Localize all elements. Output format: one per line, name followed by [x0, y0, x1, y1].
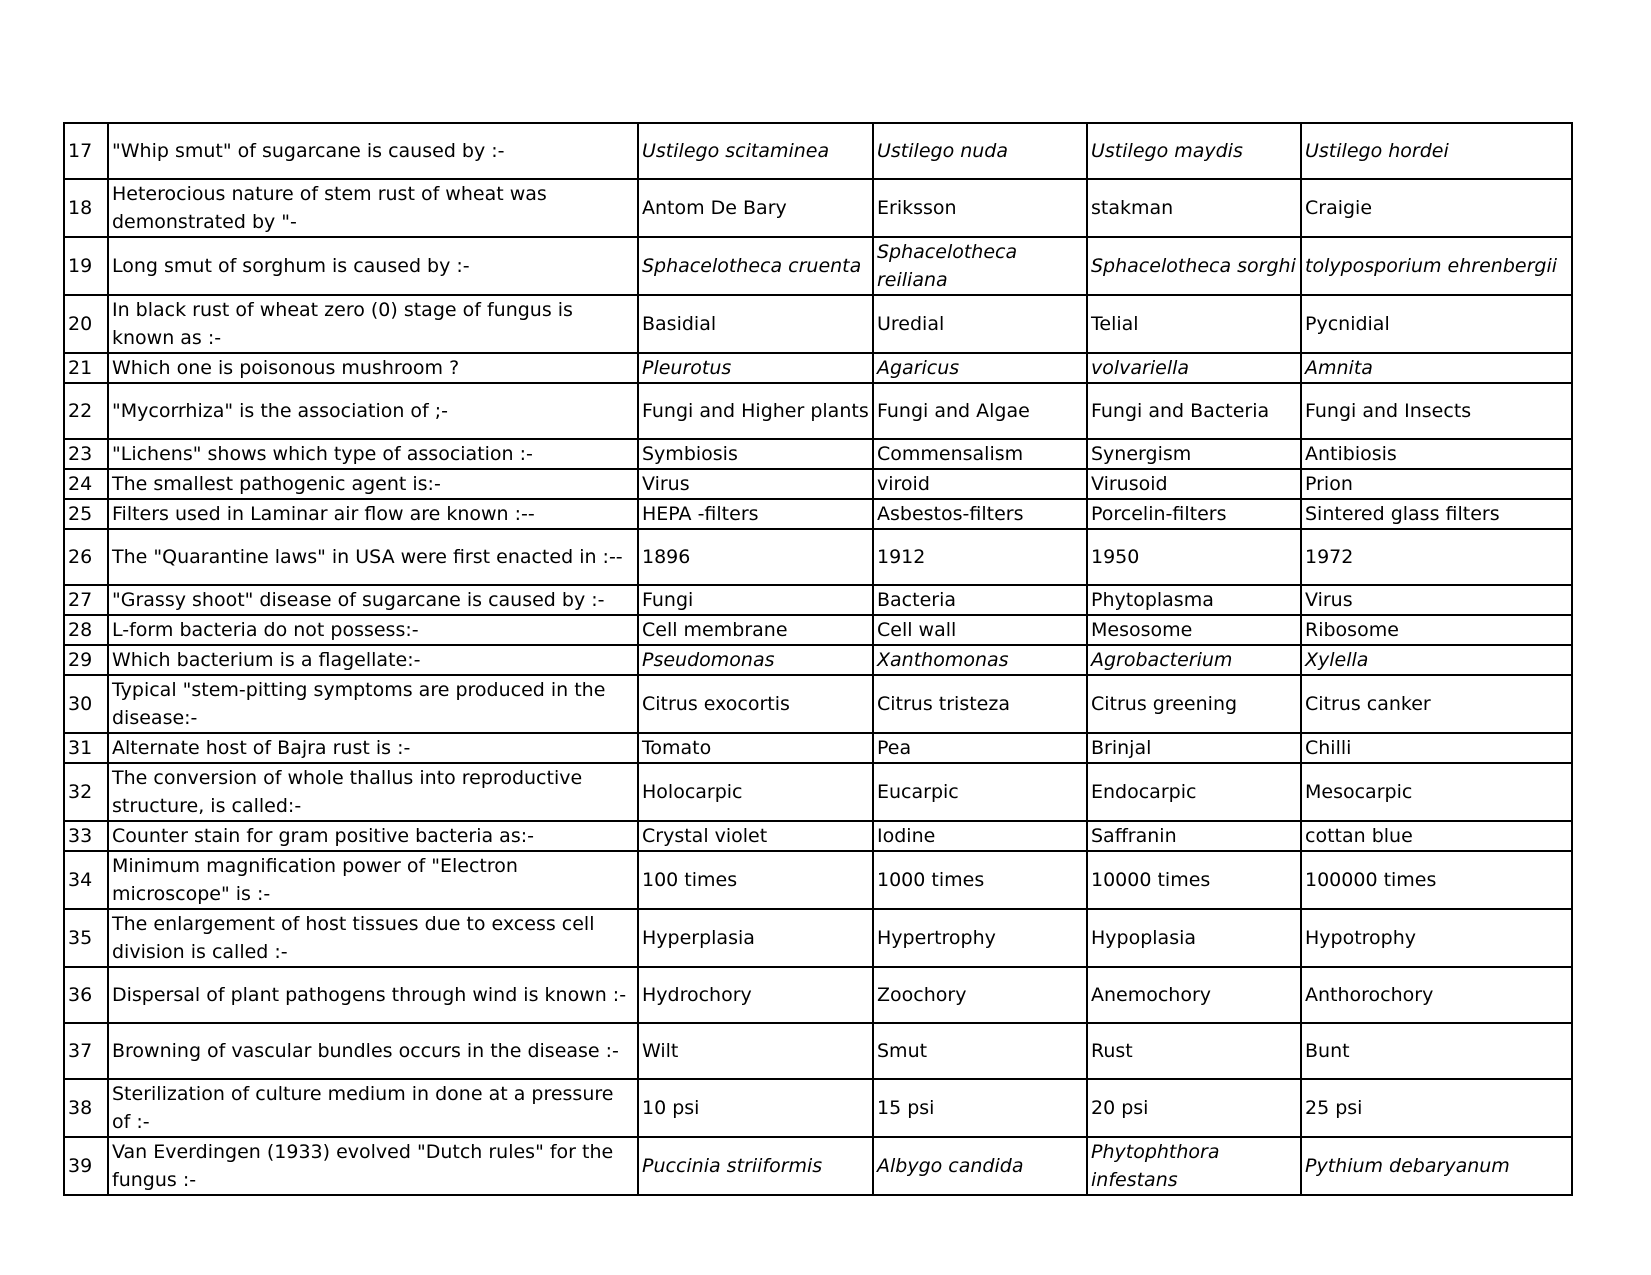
question-text: The smallest pathogenic agent is:- — [108, 469, 638, 499]
question-row — [64, 1023, 1572, 1079]
option-b: 1912 — [873, 529, 1087, 585]
option-c: Anemochory — [1087, 967, 1301, 1023]
option-b: Eucarpic — [873, 763, 1087, 821]
option-a: Pseudomonas — [638, 645, 873, 675]
option-c: Virusoid — [1087, 469, 1301, 499]
question-text: Typical "stem-pitting symptoms are produced in the disease:- — [108, 675, 638, 733]
question-text: Sterilization of culture medium in done at a pressure of :- — [108, 1079, 638, 1137]
question-row — [64, 675, 1572, 733]
option-b: Sphacelotheca reiliana — [873, 237, 1087, 295]
option-d: cottan blue — [1301, 821, 1572, 851]
option-c: Phytoplasma — [1087, 585, 1301, 615]
question-text: "Mycorrhiza" is the association of ;- — [108, 383, 638, 439]
option-a: Fungi — [638, 585, 873, 615]
question-text: The "Quarantine laws" in USA were first enacted in :-- — [108, 529, 638, 585]
option-a: Sphacelotheca cruenta — [638, 237, 873, 295]
question-text: The enlargement of host tissues due to excess cell division is called :- — [108, 909, 638, 967]
option-c: Sphacelotheca sorghi — [1087, 237, 1301, 295]
option-a: Tomato — [638, 733, 873, 763]
option-d: Citrus canker — [1301, 675, 1572, 733]
option-c: Fungi and Bacteria — [1087, 383, 1301, 439]
option-d: Pycnidial — [1301, 295, 1572, 353]
option-c: Mesosome — [1087, 615, 1301, 645]
option-d: Mesocarpic — [1301, 763, 1572, 821]
question-number: 37 — [64, 1023, 108, 1079]
option-c: Citrus greening — [1087, 675, 1301, 733]
option-d: Pythium debaryanum — [1301, 1137, 1572, 1195]
question-number: 20 — [64, 295, 108, 353]
question-number: 23 — [64, 439, 108, 469]
question-row — [64, 529, 1572, 585]
option-b: Hypertrophy — [873, 909, 1087, 967]
option-c: Hypoplasia — [1087, 909, 1301, 967]
option-b: 15 psi — [873, 1079, 1087, 1137]
question-number: 27 — [64, 585, 108, 615]
option-a: 1896 — [638, 529, 873, 585]
option-c: 1950 — [1087, 529, 1301, 585]
question-row — [64, 179, 1572, 237]
option-c: stakman — [1087, 179, 1301, 237]
option-c: Saffranin — [1087, 821, 1301, 851]
question-row — [64, 1137, 1572, 1195]
option-a: Wilt — [638, 1023, 873, 1079]
option-b: Agaricus — [873, 353, 1087, 383]
option-c: Rust — [1087, 1023, 1301, 1079]
option-a: Antom De Bary — [638, 179, 873, 237]
question-row — [64, 821, 1572, 851]
option-c: Brinjal — [1087, 733, 1301, 763]
question-text: Counter stain for gram positive bacteria as:- — [108, 821, 638, 851]
question-number: 35 — [64, 909, 108, 967]
question-row — [64, 851, 1572, 909]
option-b: Ustilego nuda — [873, 123, 1087, 179]
question-number: 31 — [64, 733, 108, 763]
question-text: Alternate host of Bajra rust is :- — [108, 733, 638, 763]
question-text: Long smut of sorghum is caused by :- — [108, 237, 638, 295]
question-text: Which one is poisonous mushroom ? — [108, 353, 638, 383]
question-row — [64, 469, 1572, 499]
question-number: 26 — [64, 529, 108, 585]
question-row — [64, 439, 1572, 469]
question-row — [64, 645, 1572, 675]
option-a: Cell membrane — [638, 615, 873, 645]
question-number: 30 — [64, 675, 108, 733]
option-a: Symbiosis — [638, 439, 873, 469]
option-b: Fungi and Algae — [873, 383, 1087, 439]
option-d: 100000 times — [1301, 851, 1572, 909]
option-d: Craigie — [1301, 179, 1572, 237]
option-c: Phytophthora infestans — [1087, 1137, 1301, 1195]
option-d: 1972 — [1301, 529, 1572, 585]
option-d: Antibiosis — [1301, 439, 1572, 469]
option-b: Bacteria — [873, 585, 1087, 615]
option-d: Chilli — [1301, 733, 1572, 763]
option-d: Fungi and Insects — [1301, 383, 1572, 439]
question-number: 32 — [64, 763, 108, 821]
question-number: 39 — [64, 1137, 108, 1195]
option-b: Cell wall — [873, 615, 1087, 645]
question-number: 19 — [64, 237, 108, 295]
option-d: Amnita — [1301, 353, 1572, 383]
option-c: Endocarpic — [1087, 763, 1301, 821]
question-text: Minimum magnification power of "Electron microscope" is :- — [108, 851, 638, 909]
option-c: Porcelin-filters — [1087, 499, 1301, 529]
option-b: Xanthomonas — [873, 645, 1087, 675]
option-b: Commensalism — [873, 439, 1087, 469]
question-number: 24 — [64, 469, 108, 499]
question-table — [63, 122, 1573, 1196]
question-number: 17 — [64, 123, 108, 179]
option-a: Pleurotus — [638, 353, 873, 383]
option-d: Bunt — [1301, 1023, 1572, 1079]
option-b: viroid — [873, 469, 1087, 499]
question-number: 33 — [64, 821, 108, 851]
question-number: 22 — [64, 383, 108, 439]
option-d: Virus — [1301, 585, 1572, 615]
question-row — [64, 353, 1572, 383]
option-a: HEPA -filters — [638, 499, 873, 529]
option-d: Ustilego hordei — [1301, 123, 1572, 179]
option-a: Holocarpic — [638, 763, 873, 821]
question-text: Van Everdingen (1933) evolved "Dutch rules" for the fungus :- — [108, 1137, 638, 1195]
question-row — [64, 763, 1572, 821]
question-row — [64, 237, 1572, 295]
question-number: 28 — [64, 615, 108, 645]
question-number: 38 — [64, 1079, 108, 1137]
option-c: 20 psi — [1087, 1079, 1301, 1137]
option-c: Telial — [1087, 295, 1301, 353]
option-a: Virus — [638, 469, 873, 499]
question-row — [64, 123, 1572, 179]
option-a: Citrus exocortis — [638, 675, 873, 733]
option-a: Crystal violet — [638, 821, 873, 851]
question-text: Heterocious nature of stem rust of wheat was demonstrated by "- — [108, 179, 638, 237]
question-number: 29 — [64, 645, 108, 675]
option-b: Albygo candida — [873, 1137, 1087, 1195]
question-row — [64, 383, 1572, 439]
question-row — [64, 733, 1572, 763]
option-a: 100 times — [638, 851, 873, 909]
question-text: "Lichens" shows which type of association :- — [108, 439, 638, 469]
option-b: Asbestos-filters — [873, 499, 1087, 529]
option-d: Anthorochory — [1301, 967, 1572, 1023]
option-a: 10 psi — [638, 1079, 873, 1137]
question-number: 34 — [64, 851, 108, 909]
question-number: 25 — [64, 499, 108, 529]
option-b: 1000 times — [873, 851, 1087, 909]
option-d: Xylella — [1301, 645, 1572, 675]
option-b: Smut — [873, 1023, 1087, 1079]
option-d: Hypotrophy — [1301, 909, 1572, 967]
question-text: L-form bacteria do not possess:- — [108, 615, 638, 645]
question-row — [64, 295, 1572, 353]
option-d: Sintered glass filters — [1301, 499, 1572, 529]
question-number: 18 — [64, 179, 108, 237]
option-a: Hyperplasia — [638, 909, 873, 967]
question-number: 21 — [64, 353, 108, 383]
question-text: The conversion of whole thallus into reproductive structure, is called:- — [108, 763, 638, 821]
question-row — [64, 967, 1572, 1023]
option-b: Uredial — [873, 295, 1087, 353]
question-number: 36 — [64, 967, 108, 1023]
option-d: tolyposporium ehrenbergii — [1301, 237, 1572, 295]
option-b: Pea — [873, 733, 1087, 763]
option-c: Agrobacterium — [1087, 645, 1301, 675]
question-text: Which bacterium is a flagellate:- — [108, 645, 638, 675]
option-c: Synergism — [1087, 439, 1301, 469]
question-row — [64, 585, 1572, 615]
option-a: Puccinia striiformis — [638, 1137, 873, 1195]
option-b: Zoochory — [873, 967, 1087, 1023]
option-c: volvariella — [1087, 353, 1301, 383]
question-row — [64, 499, 1572, 529]
question-text: Filters used in Laminar air flow are known :-- — [108, 499, 638, 529]
question-table-body — [64, 123, 1572, 1195]
question-row — [64, 909, 1572, 967]
option-c: 10000 times — [1087, 851, 1301, 909]
option-b: Citrus tristeza — [873, 675, 1087, 733]
option-a: Ustilego scitaminea — [638, 123, 873, 179]
option-a: Hydrochory — [638, 967, 873, 1023]
option-b: Iodine — [873, 821, 1087, 851]
option-b: Eriksson — [873, 179, 1087, 237]
option-d: Prion — [1301, 469, 1572, 499]
question-row — [64, 615, 1572, 645]
question-text: Dispersal of plant pathogens through wind is known :- — [108, 967, 638, 1023]
question-text: In black rust of wheat zero (0) stage of fungus is known as :- — [108, 295, 638, 353]
option-d: Ribosome — [1301, 615, 1572, 645]
question-text: "Whip smut" of sugarcane is caused by :- — [108, 123, 638, 179]
option-c: Ustilego maydis — [1087, 123, 1301, 179]
question-row — [64, 1079, 1572, 1137]
option-d: 25 psi — [1301, 1079, 1572, 1137]
option-a: Basidial — [638, 295, 873, 353]
question-text: "Grassy shoot" disease of sugarcane is caused by :- — [108, 585, 638, 615]
question-text: Browning of vascular bundles occurs in the disease :- — [108, 1023, 638, 1079]
option-a: Fungi and Higher plants — [638, 383, 873, 439]
